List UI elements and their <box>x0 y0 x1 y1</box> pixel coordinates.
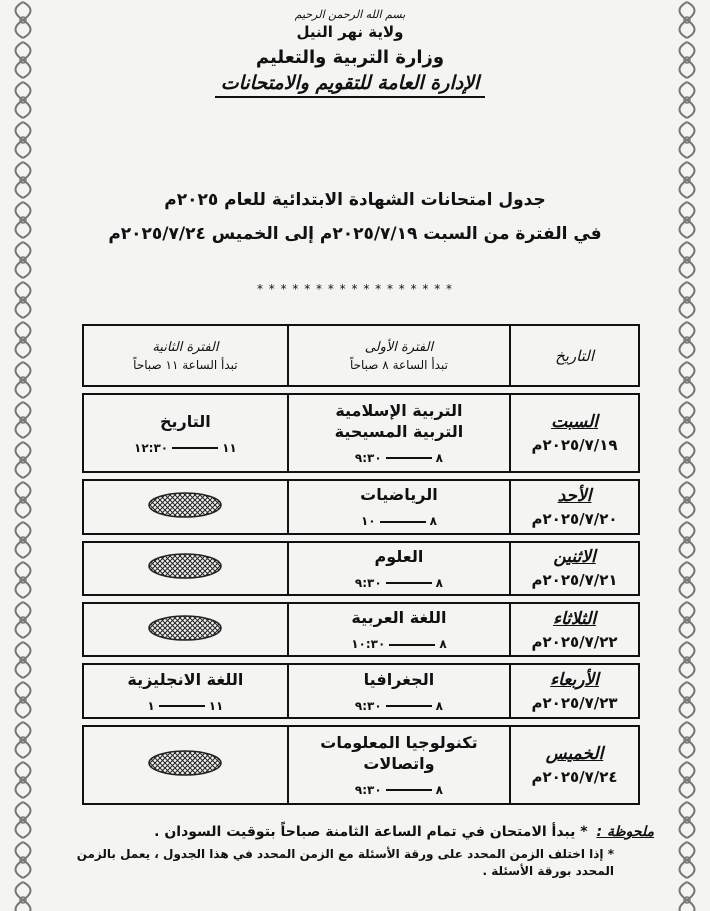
day-name: السبت <box>551 412 598 433</box>
second-period-cell <box>82 725 289 805</box>
time-to: ٩:٣٠ <box>354 782 382 797</box>
subject-name: التربية الإسلامية <box>335 401 463 421</box>
directorate-name: الإدارة العامة للتقويم والامتحانات <box>215 72 486 98</box>
second-period-cell <box>82 541 289 596</box>
subject-name: التاريخ <box>160 411 211 431</box>
table-row <box>82 663 640 718</box>
exam-time <box>289 451 509 465</box>
table-row <box>82 602 640 657</box>
time-dash <box>389 644 435 646</box>
time-from: ٨ <box>435 782 443 797</box>
notes-section <box>54 824 654 881</box>
date-cell <box>511 602 640 657</box>
date-cell <box>511 541 640 596</box>
ministry-name: وزارة التربية والتعليم <box>255 47 445 68</box>
date-cell <box>511 479 640 534</box>
table-row <box>82 541 640 596</box>
time-to: ٩:٣٠ <box>354 575 382 590</box>
exam-date: ٢٠٢٥/٧/٢١م <box>531 571 618 590</box>
date-cell <box>511 663 640 718</box>
exam-time <box>289 637 509 651</box>
subject-name: الرياضيات <box>360 485 438 505</box>
second-period-cell <box>82 602 289 657</box>
exam-date: ٢٠٢٥/٧/٢٤م <box>531 767 618 786</box>
second-period-cell <box>82 479 289 534</box>
subject-name: تكنولوجيا المعلومات واتصالات <box>320 733 478 773</box>
time-from: ٨ <box>429 514 437 529</box>
star-divider: * * * * * * * * * * * * * * * * * <box>256 282 454 296</box>
title-line-2: في الفترة من السبت ٢٠٢٥/٧/١٩م إلى الخميس ٢٠٢٥/٧/٢٤م <box>108 224 602 244</box>
crosshatch-blank-icon <box>145 748 225 778</box>
crosshatch-blank-icon <box>145 551 225 581</box>
time-from: ٨ <box>435 698 443 713</box>
time-to: ٩:٣٠ <box>354 698 382 713</box>
second-period-cell <box>82 663 289 718</box>
exam-time <box>289 576 509 590</box>
first-period-cell <box>289 663 511 718</box>
exam-time <box>84 441 287 455</box>
subject-name: الجغرافيا <box>363 669 435 689</box>
time-dash <box>380 521 426 523</box>
crosshatch-blank-icon <box>145 490 225 520</box>
time-from: ٨ <box>439 637 447 652</box>
time-to: ١ <box>147 698 155 713</box>
date-cell <box>511 393 640 473</box>
time-dash <box>172 447 218 449</box>
subject-name: العلوم <box>374 546 424 566</box>
time-dash <box>386 582 432 584</box>
time-to: ١٠:٣٠ <box>351 637 386 652</box>
exam-schedule-table <box>82 318 640 811</box>
exam-date: ٢٠٢٥/٧/٢٢م <box>531 632 618 651</box>
day-name: الخميس <box>545 743 604 764</box>
table-row <box>82 725 640 805</box>
time-from: ١١ <box>222 440 237 455</box>
day-name: الأحد <box>557 485 592 506</box>
time-to: ١٠ <box>360 514 376 529</box>
exam-date: ٢٠٢٥/٧/٢٠م <box>531 509 618 528</box>
subject-name: اللغة الانجليزية <box>127 669 244 689</box>
crosshatch-blank-icon <box>145 613 225 643</box>
header-second-period: الفترة الثانية تبدأ الساعة ١١ صباحاً <box>82 324 289 387</box>
day-name: الثلاثاء <box>552 608 597 629</box>
first-period-cell <box>289 725 511 805</box>
header-first-period: الفترة الأولى تبدأ الساعة ٨ صباحاً <box>289 324 511 387</box>
first-period-cell <box>289 393 511 473</box>
date-cell <box>511 725 640 805</box>
first-period-cell <box>289 479 511 534</box>
table-row <box>82 393 640 473</box>
time-to: ١٢:٣٠ <box>134 440 169 455</box>
day-name: الأربعاء <box>550 670 599 691</box>
time-dash <box>386 705 432 707</box>
decorative-border-left <box>0 0 46 911</box>
exam-time <box>289 783 509 797</box>
subject-name: اللغة العربية <box>351 608 447 628</box>
exam-time <box>289 699 509 713</box>
first-period-cell <box>289 602 511 657</box>
day-name: الاثنين <box>553 547 596 568</box>
exam-time <box>289 514 509 528</box>
decorative-border-right <box>664 0 710 911</box>
time-dash <box>386 789 432 791</box>
subject-name-alt: التربية المسيحية <box>334 422 464 442</box>
first-period-cell <box>289 541 511 596</box>
table-row <box>82 479 640 534</box>
bismillah: بسم الله الرحمن الرحيم <box>294 8 406 21</box>
note-2: * إذا اختلف الزمن المحدد على ورقة الأسئلة مع الزمن المحدد في هذا الجدول ، يعمل بالزمن المحدد بورقة الأسئلة . <box>76 847 614 879</box>
header-date: التاريخ <box>511 324 640 387</box>
time-to: ٩:٣٠ <box>354 450 382 465</box>
time-from: ١١ <box>208 698 224 713</box>
time-from: ٨ <box>435 450 443 465</box>
second-period-cell <box>82 393 289 473</box>
schedule-title <box>60 190 650 244</box>
exam-date: ٢٠٢٥/٧/٢٣م <box>531 694 618 713</box>
time-from: ٨ <box>435 575 443 590</box>
state-name: ولاية نهر النيل <box>296 23 404 41</box>
time-dash <box>386 457 432 459</box>
time-dash <box>159 705 205 707</box>
title-line-1: جدول امتحانات الشهادة الابتدائية للعام ٢٠٢٥م <box>164 190 546 210</box>
exam-time <box>84 699 287 713</box>
letterhead <box>180 8 520 98</box>
table-header-row <box>82 324 640 387</box>
note-1: ملحوظة : * يبدأ الامتحان في تمام الساعة الثامنة صباحاً بتوقيت السودان . <box>154 824 654 840</box>
note-label: ملحوظة : <box>596 824 654 840</box>
exam-date: ٢٠٢٥/٧/١٩م <box>531 436 618 455</box>
